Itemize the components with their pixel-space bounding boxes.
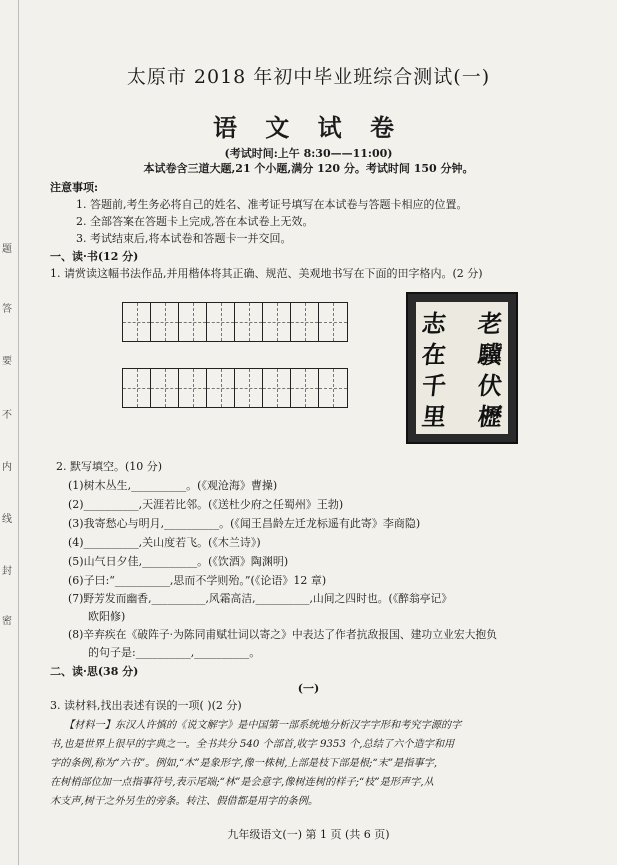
margin-char: 要: [2, 356, 12, 367]
section1-heading: 一、读·书(12 分): [50, 250, 139, 263]
grid-cell[interactable]: [179, 369, 207, 407]
page-footer: 九年级语文(一) 第 1 页 (共 6 页): [227, 828, 390, 841]
exam-info: 本试卷含三道大题,21 个小题,满分 120 分。考试时间 150 分钟。: [143, 162, 474, 175]
margin-char: 密: [2, 616, 12, 627]
calligraphy-artwork: [406, 292, 518, 444]
grid-cell[interactable]: [319, 369, 347, 407]
fill-blank-item: (6)子曰:“__________,思而不学则殆。”(《论语》12 章): [68, 574, 327, 587]
passage-line: 字的条例,称为“六书”。例如,“木”是象形字,像一株树,上部是枝下部是根;“末”是指事字,: [50, 758, 438, 769]
writing-grid-row-1[interactable]: [122, 302, 348, 342]
question-1: 1. 请赏读这幅书法作品,并用楷体将其正确、规范、美观地书写在下面的田字格内。(2 分): [50, 267, 483, 280]
calligraphy-char: 志: [420, 309, 448, 338]
grid-cell[interactable]: [291, 303, 319, 341]
notice-item: 3. 考试结束后,将本试卷和答题卡一并交回。: [76, 232, 292, 245]
part-label: (一): [297, 682, 320, 695]
calligraphy-char: 伏: [476, 371, 504, 400]
fill-blank-item-continued: 欧阳修): [88, 610, 126, 623]
calligraphy-left-column: [422, 308, 446, 432]
writing-grid-row-2[interactable]: [122, 368, 348, 408]
passage-line: 【材料一】东汉人许慎的《说文解字》是中国第一部系统地分析汉字字形和考究字源的字: [64, 720, 462, 731]
exam-time: (考试时间:上午 8:30——11:00): [224, 147, 393, 160]
calligraphy-char: 里: [420, 402, 448, 431]
fill-blank-item: (3)我寄愁心与明月,__________。(《闻王昌龄左迁龙标遥有此寄》李商隐): [68, 517, 421, 530]
grid-cell[interactable]: [235, 369, 263, 407]
grid-cell[interactable]: [123, 303, 151, 341]
grid-cell[interactable]: [235, 303, 263, 341]
calligraphy-char: 千: [420, 371, 448, 400]
fill-blank-item: (2)__________,天涯若比邻。(《送杜少府之任蜀州》王勃): [68, 498, 344, 511]
notice-item: 2. 全部答案在答题卡上完成,答在本试卷上无效。: [76, 215, 314, 228]
margin-char: 内: [2, 462, 12, 473]
notice-item: 1. 答题前,考生务必将自己的姓名、准考证号填写在本试卷与答题卡相应的位置。: [76, 198, 468, 211]
notice-heading: 注意事项:: [50, 181, 99, 194]
grid-cell[interactable]: [291, 369, 319, 407]
calligraphy-char: 櫪: [476, 402, 504, 431]
margin-char: 封: [2, 566, 12, 577]
margin-char: 答: [2, 304, 12, 315]
fill-blank-item: (1)树木丛生,__________。(《观沧海》曹操): [68, 479, 278, 492]
question-2: 2. 默写填空。(10 分): [56, 460, 163, 473]
calligraphy-char: 驥: [476, 340, 504, 369]
passage-line: 书,也是世界上很早的字典之一。全书共分 540 个部首,收字 9353 个,总结了六个造字和用: [50, 739, 455, 750]
grid-cell[interactable]: [179, 303, 207, 341]
grid-cell[interactable]: [263, 369, 291, 407]
grid-cell[interactable]: [263, 303, 291, 341]
grid-cell[interactable]: [151, 303, 179, 341]
calligraphy-char: 在: [420, 340, 448, 369]
grid-cell[interactable]: [151, 369, 179, 407]
fill-blank-item: (8)辛弃疾在《破阵子·为陈同甫赋壮词以寄之》中表达了作者抗敌报国、建功立业宏大抱负: [68, 628, 498, 641]
passage-line: 在树梢部位加一点指事符号,表示尾端;“林”是会意字,像树连树的样子;“枝”是形声字,从: [50, 777, 434, 788]
grid-cell[interactable]: [207, 369, 235, 407]
subject-title: 语 文 试 卷: [212, 113, 405, 142]
passage-line: 木支声,树干之外另生的旁条。转注、假借都是用字的条例。: [50, 796, 319, 807]
section2-heading: 二、读·思(38 分): [50, 665, 139, 678]
grid-cell[interactable]: [319, 303, 347, 341]
fill-blank-item: (7)野芳发而幽香,__________,风霜高洁,__________,山间之四时也。(《醉翁亭记》: [68, 592, 453, 605]
fill-blank-item: (5)山气日夕佳,__________。(《饮酒》陶渊明): [68, 555, 289, 568]
question-3: 3. 读材料,找出表述有误的一项( )(2 分): [50, 699, 242, 712]
fill-blank-item: (4)__________,关山度若飞。(《木兰诗》): [68, 536, 261, 549]
exam-title: 太原市 2018 年初中毕业班综合测试(一): [126, 66, 491, 88]
calligraphy-char: 老: [476, 309, 504, 338]
margin-char: 不: [2, 410, 12, 421]
margin-char: 线: [2, 514, 12, 525]
fill-blank-item-continued: 的句子是:__________,__________。: [88, 646, 261, 659]
calligraphy-right-column: [478, 308, 502, 432]
grid-cell[interactable]: [123, 369, 151, 407]
grid-cell[interactable]: [207, 303, 235, 341]
margin-char: 题: [2, 244, 12, 255]
